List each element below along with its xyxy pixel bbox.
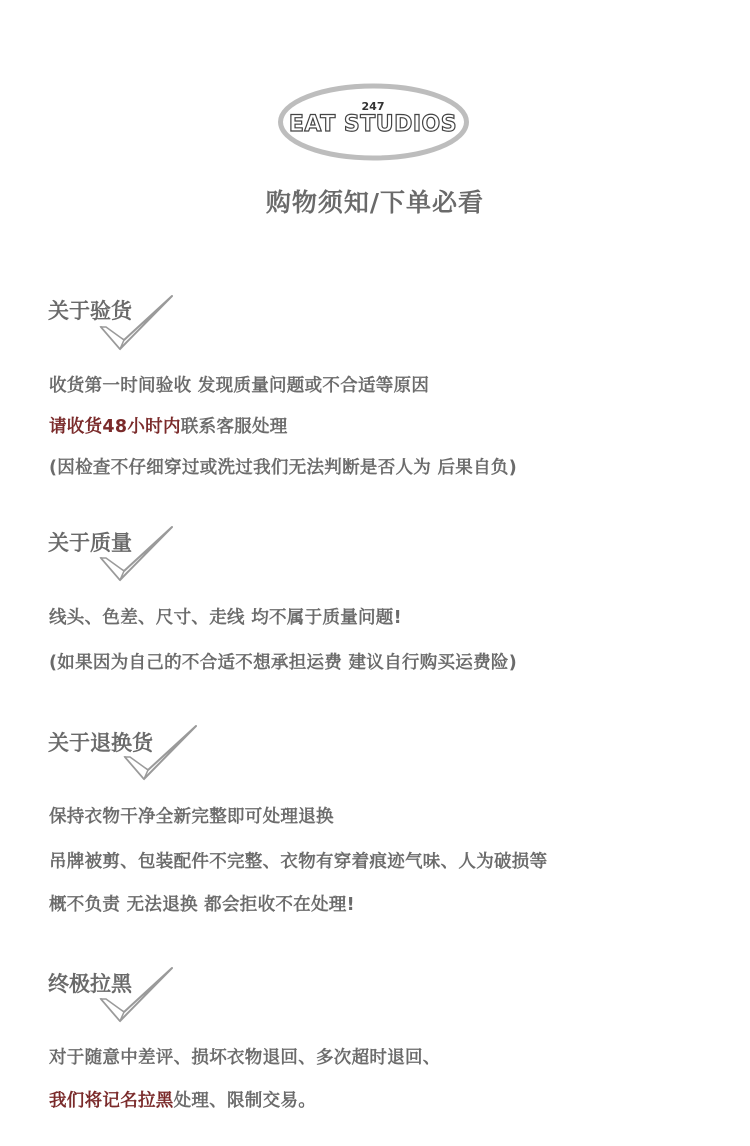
section-heading-blacklist: 终极拉黑 bbox=[48, 972, 132, 996]
page-title: 购物须知/下单必看 bbox=[265, 188, 485, 217]
quality-line-2: (如果因为自己的不合适不想承担运费 建议自行购买运费险) bbox=[49, 653, 517, 673]
section-heading-quality: 关于质量 bbox=[48, 531, 132, 555]
logo-main-text: EAT STUDIOS bbox=[288, 112, 458, 137]
blacklist-highlight: 我们将记名拉黑 bbox=[49, 1091, 174, 1111]
blacklist-line-2-rest: 处理、限制交易。 bbox=[173, 1091, 317, 1111]
inspection-line-1: 收货第一时间验收 发现质量问题或不合适等原因 bbox=[49, 376, 430, 396]
quality-line-1: 线头、色差、尺寸、走线 均不属于质量问题! bbox=[49, 608, 402, 628]
inspection-line-3: (因检查不仔细穿过或洗过我们无法判断是否人为 后果自负) bbox=[49, 458, 517, 478]
logo-top-text: 247 bbox=[361, 100, 385, 113]
inspection-line-2 bbox=[49, 413, 288, 438]
blacklist-line-2 bbox=[49, 1087, 316, 1112]
checkmark-icon bbox=[98, 966, 174, 1024]
checkmark-icon bbox=[98, 294, 174, 352]
checkmark-icon bbox=[98, 525, 174, 583]
blacklist-line-1: 对于随意中差评、损坏衣物退回、多次超时退回、 bbox=[49, 1048, 441, 1068]
section-heading-inspection: 关于验货 bbox=[48, 299, 132, 323]
checkmark-icon bbox=[122, 724, 198, 782]
returns-line-3: 概不负责 无法退换 都会拒收不在处理! bbox=[49, 895, 355, 915]
returns-line-2: 吊牌被剪、包装配件不完整、衣物有穿着痕迹气味、人为破损等 bbox=[49, 852, 548, 872]
section-heading-returns: 关于退换货 bbox=[48, 731, 153, 755]
returns-line-1: 保持衣物干净全新完整即可处理退换 bbox=[49, 807, 334, 827]
inspection-line-2-rest: 联系客服处理 bbox=[180, 417, 288, 437]
inspection-highlight: 请收货48小时内 bbox=[49, 417, 181, 437]
brand-logo bbox=[277, 83, 470, 161]
